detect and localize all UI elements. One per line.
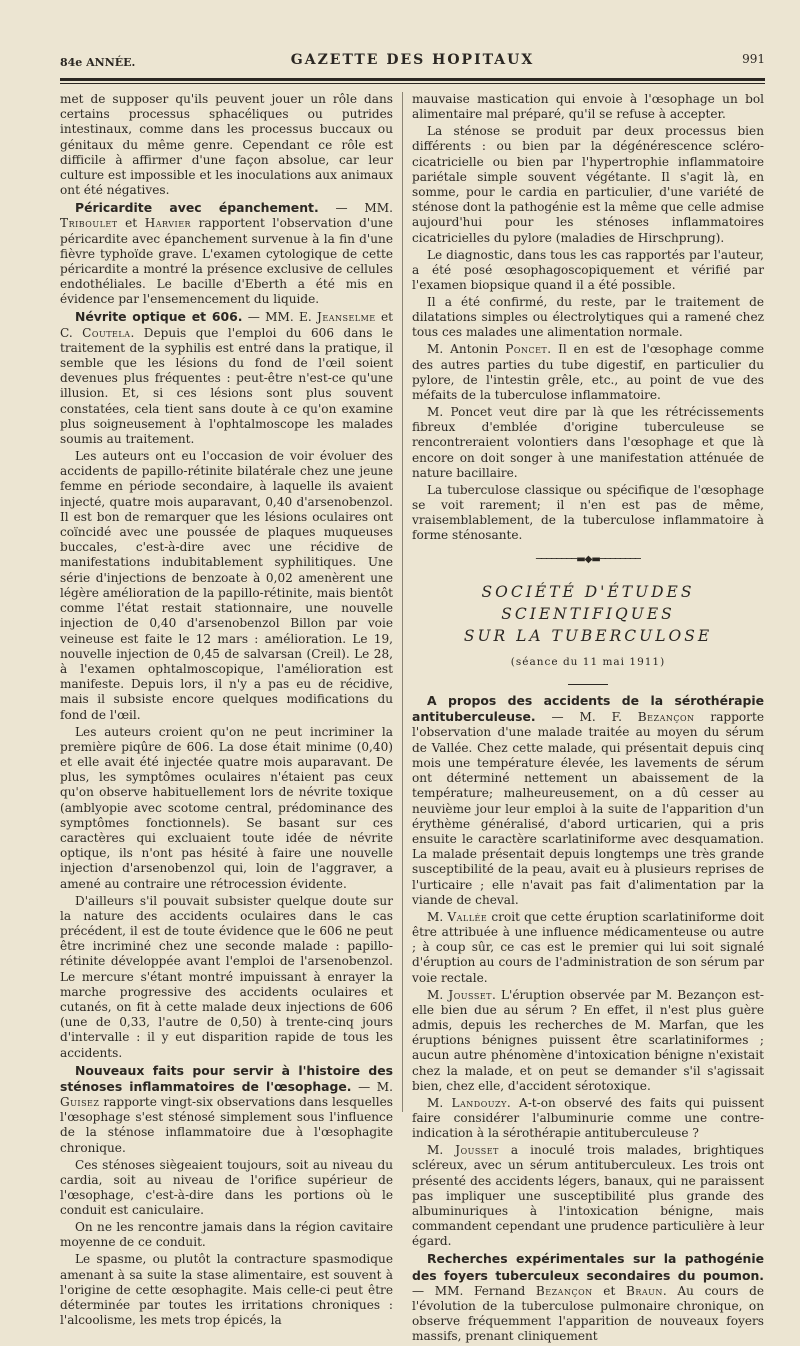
article-body: rapporte l'observation d'une malade traitée au moyen du sérum de Vallée. Chez cette malade, qui présentait depuis cinq mois une température élevée, les lavements de sérum ont déterminé nettement un abaissement de la température; malheureusement, on a dû cesser au neuvième jour leur emploi à la suite de l'apparition d'un érythème généralisé, d'abord urticarien, qui a pris ensuite le caractère scarlatiniforme avec desquamation. La malade présentait depuis longtemps une très grande susceptibilité de la peau, avait eu à plusieurs reprises de l'urticaire ; elle n'avait pas fait d'alimentation par la viande de cheval. xyxy=(412,710,764,907)
paragraph: Le spasme, ou plutôt la contracture spasmodique amenant à sa suite la stase alimentaire, est souvent à l'origine de cette œsophagite. Mais celle-ci peut être déterminée par toutes les irritations chroniques : l'alcoolisme, les mets trop épicés, la xyxy=(60,1252,393,1328)
author-name: Landouzy xyxy=(451,1095,507,1110)
text: M. Antonin xyxy=(427,342,506,357)
article-heading: Nouveaux faits pour servir à l'histoire des sténoses inflammatoires de l'œsophage. xyxy=(60,1062,393,1094)
paragraph: M. Poncet veut dire par là que les rétrécissements fibreux d'emblée d'origine tuberculeuse se rencontreraient volontiers dans l'œsophage et que là encore on doit songer à une manifestation atténuée de nature bacillaire. xyxy=(412,405,764,480)
paragraph: La tuberculose classique ou spécifique de l'œsophage se voit rarement; il n'en est pas de même, vraisemblablement, de la tuberculose inflammatoire à forme sténosante. xyxy=(412,482,764,543)
session-date: (séance du 11 mai 1911) xyxy=(510,655,666,668)
paragraph: Les auteurs croient qu'on ne peut incriminer la première piqûre de 606. La dose était minime (0,40) et elle avait été injectée quatre mois auparavant. De plus, les symptômes oculaires n'étaient pas ceux qu'on observe habituellement lors de névrite toxique (amblyopie avec scotome central, prédominance des symptômes fonctionnels). Se basant sur ces caractères qui excluaient toute idée de névrite optique, ils n'ont pas hésité à faire une nouvelle injection d'arsenobenzol qui, loin de l'aggraver, a amené au contraire une rétrocession évidente. xyxy=(60,724,393,891)
author-name: Jousset xyxy=(455,1143,499,1158)
text: M. xyxy=(427,987,449,1002)
author-name: Triboulet xyxy=(60,216,118,231)
paragraph: met de supposer qu'ils peuvent jouer un rôle dans certains processus sphacéliques ou putrides intestinaux, comme dans les processus buccaux ou génitaux du même genre. Cependant ce rôle est difficile à affirmer d'une façon absolue, car leur culture est impossible et les inoculations aux animaux ont été négatives. xyxy=(60,92,393,198)
text: . Il en est de l'œsophage comme des autres parties du tube digestif, en particulier du pylore, de l'intestin grêle, etc., au point de vue des méfaits de la tuberculose inflammatoire. xyxy=(412,342,764,403)
article-body: rapportent l'observation d'une péricardite avec épanchement survenue à la fin d'une fièvre typhoïde grave. L'examen cytologique de cette péricardite a montré la présence exclusive de cellules endothéliales. Le bacille d'Eberth a été mis en évidence par l'ensemencement du liquide. xyxy=(60,216,393,307)
author-name: Jeanselme xyxy=(317,310,376,325)
dash: — MM. xyxy=(318,201,393,216)
dash: — MM. E. xyxy=(242,310,318,325)
section-title-line1: SOCIÉTÉ D'ÉTUDES SCIENTIFIQUES xyxy=(481,582,695,623)
author-name: Jousset xyxy=(448,987,492,1002)
paragraph: On ne les rencontre jamais dans la région cavitaire moyenne de ce conduit. xyxy=(60,1220,393,1250)
page-header xyxy=(60,50,765,76)
author-name: Harvier xyxy=(144,216,192,231)
paragraph-poncet xyxy=(412,342,764,403)
article-stenoses xyxy=(60,1063,393,1156)
text: . A-t-on observé des faits qui puissent faire considérer l'albuminurie comme une contre-indication à la sérothérapie antituberculeuse ? xyxy=(412,1095,764,1141)
left-column xyxy=(60,92,393,1330)
article-heading: Recherches expérimentales sur la pathogénie des foyers tuberculeux secondaires du poumon. xyxy=(412,1251,764,1283)
header-rule-thick xyxy=(60,78,765,81)
ornament-divider: ────────▬◆▬──────── xyxy=(536,553,640,565)
author-name: Poncet xyxy=(505,342,548,357)
paragraph-landouzy xyxy=(412,1096,764,1142)
author-name: Braun xyxy=(625,1283,663,1298)
article-recherches xyxy=(412,1251,764,1344)
article-body: . Depuis que l'emploi du 606 dans le traitement de la syphilis est entré dans la pratique, il semble que les lésions du fond de l'œil soient devenues plus fréquentes : peut-être n'est-ce qu'une illusion. Et, si ces lésions sont plus souvent constatées, cela tient sans doute à ce qu'on examine plus soigneusement à l'ophtalmoscope les malades soumis au traitement. xyxy=(60,325,394,447)
text: a inoculé trois malades, brightiques scléreux, avec un sérum antituberculeux. Les trois ont présenté des accidents légers, banaux, qui ne paraissent pas impliquer une susceptibilité plus grande des albuminuriques à l'intoxication bénigne, mais commandent cependant une prudence particulière à leur égard. xyxy=(412,1143,764,1249)
right-column xyxy=(412,92,764,1346)
text: M. xyxy=(427,909,448,924)
paragraph: Il a été confirmé, du reste, par le traitement de dilatations simples ou électrolytiques qui a ramené chez tous ces malades une alimentation normale. xyxy=(412,295,764,340)
paragraph: La sténose se produit par deux processus bien différents : ou bien par la dégénérescence scléro-cicatricielle ou bien par l'hypertrophie inflammatoire pariétale simple souvent végétante. Il s'agit là, en somme, pour le cardia en particulier, d'une variété de sténose dont la pathogénie est la même que celle admise aujourd'hui pour les sténoses inflammatoires cicatricielles du pylore (maladies de Hirschprung). xyxy=(412,124,764,245)
page-number: 991 xyxy=(742,52,765,66)
column-divider xyxy=(402,92,403,1112)
publication-title: GAZETTE DES HOPITAUX xyxy=(290,52,535,68)
issue-year: 84e ANNÉE. xyxy=(60,56,136,69)
paragraph: Les auteurs ont eu l'occasion de voir évoluer des accidents de papillo-rétinite bilatérale chez une jeune femme en période secondaire, à laquelle ils avaient injecté, quatre mois auparavant, 0,40 d'arsenobenzol. Il est bon de remarquer que les lésions oculaires ont coïncidé avec une poussée de plaques muqueuses buccales, c'est-à-dire avec une récidive de manifestations indubitablement syphilitiques. Une série d'injections de benzoate à 0,02 amenèrent une légère amélioration de la papillo-rétinite, mais bientôt comme l'état restait stationnaire, une nouvelle injection de 0,40 d'arsenobenzol Billon par voie veineuse est faite le 12 mars : amélioration. Le 19, nouvelle injection de 0,45 de salvarsan (Creil). Le 28, à l'examen ophtalmoscopique, l'amélioration est manifeste. Depuis lors, il n'y a pas eu de récidive, mais il subsiste encore quelques modifications du fond de l'œil. xyxy=(60,449,393,722)
conjunction: et xyxy=(592,1283,626,1298)
article-heading: Péricardite avec épanchement. xyxy=(75,200,319,216)
author-name: Guisez xyxy=(60,1094,100,1109)
author-name: Vallée xyxy=(447,909,488,924)
text: . L'éruption observée par M. Bezançon est-elle bien due au sérum ? En effet, il n'est plus guère admis, depuis les recherches de M. Marfan, que les éruptions bénignes puissent être scarlatiniformes ; aucun autre phénomène d'intoxication bénigne n'existait chez la malade, et on peut se demander s'il s'agissait bien, chez elle, d'accident sérotoxique. xyxy=(412,987,764,1093)
article-heading: A propos des accidents de la sérothérapie antituberculeuse. xyxy=(412,693,764,725)
text: croit que cette éruption scarlatiniforme doit être attribuée à une influence médicamenteuse ou autre ; à coup sûr, ce cas est le premier qui lui soit signalé d'éruption au cours de l'administration de son sérum par voie rectale. xyxy=(412,909,764,985)
header-rule-thin xyxy=(60,83,765,84)
article-body: rapporte vingt-six observations dans lesquelles l'œsophage s'est sténosé simplement sous l'influence de la sténose inflammatoire due à l'œsophagite chronique. xyxy=(60,1094,393,1155)
section-title-line2: SUR LA TUBERCULOSE xyxy=(463,626,713,645)
author-name: Bezançon xyxy=(637,710,695,725)
paragraph-vallee xyxy=(412,910,764,986)
article-pericardite xyxy=(60,200,393,307)
conjunction: et C. xyxy=(60,310,393,340)
article-body: . Au cours de l'évolution de la tuberculose pulmonaire chronique, on observe fréquemment l'apparition de nouveaux foyers massifs, prenant cliniquement xyxy=(412,1283,764,1344)
article-serotherapie xyxy=(412,693,764,908)
article-nevrite xyxy=(60,309,393,447)
paragraph-jousset-2 xyxy=(412,1143,764,1249)
dash: — MM. Fernand xyxy=(412,1283,536,1298)
article-heading: Névrite optique et 606. xyxy=(75,309,243,325)
paragraph: Ces sténoses siègeaient toujours, soit au niveau du cardia, soit au niveau de l'orifice supérieur de l'œsophage, c'est-à-dire dans les portions où le conduit est caniculaire. xyxy=(60,1157,393,1218)
author-name: Coutela xyxy=(82,325,131,340)
text: M. xyxy=(427,1095,452,1110)
text: M. xyxy=(427,1143,456,1158)
paragraph-jousset xyxy=(412,988,764,1094)
dash: — M. F. xyxy=(535,710,638,725)
conjunction: et xyxy=(117,216,145,231)
paragraph: Le diagnostic, dans tous les cas rapportés par l'auteur, a été posé œsophagoscopiquement et vérifié par l'examen biopsique quand il a été possible. xyxy=(412,247,764,293)
dash: — M. xyxy=(351,1079,394,1094)
paragraph: mauvaise mastication qui envoie à l'œsophage un bol alimentaire mal préparé, qu'il se refuse à accepter. xyxy=(412,92,764,122)
paragraph: D'ailleurs s'il pouvait subsister quelque doute sur la nature des accidents oculaires dans le cas précédent, il est de toute évidence que le 606 ne peut être incriminé chez une seconde malade : papillo-rétinite développée avant l'emploi de l'arsenobenzol. Le mercure s'étant montré impuissant à enrayer la marche progressive des accidents oculaires et cutanés, on fit à cette malade deux injections de 606 (une de 0,33, l'autre de 0,50) à trente-cinq jours d'intervalle : il y eut disparition rapide de tous les accidents. xyxy=(60,893,393,1060)
author-name: Bezançon xyxy=(535,1283,593,1298)
